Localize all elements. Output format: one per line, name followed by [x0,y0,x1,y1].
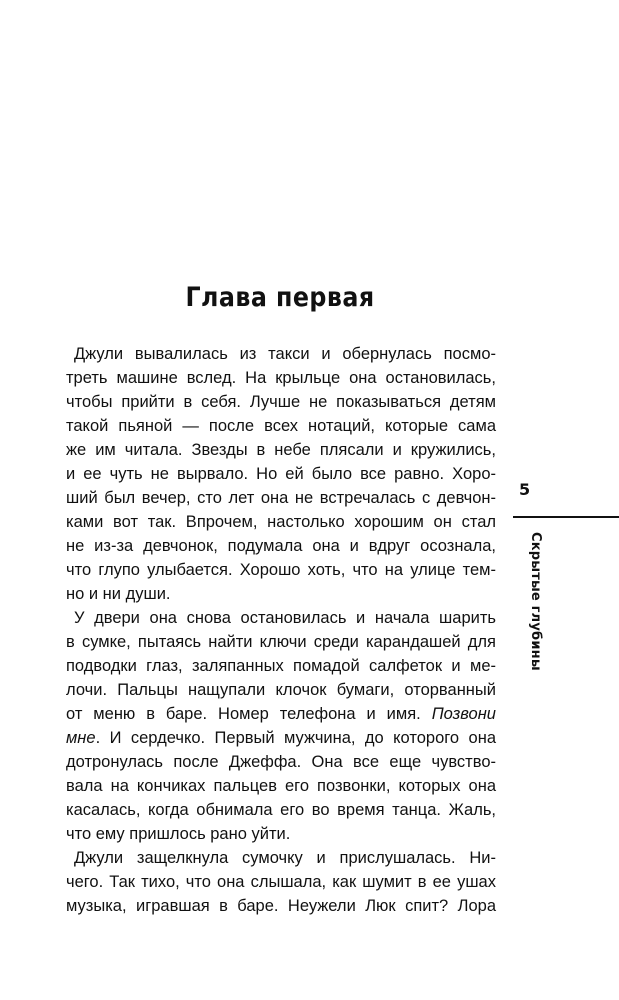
text-line [66,414,496,438]
text-line [66,798,496,822]
line-text: ками вот так. Впрочем, настолько хорошим он стал [66,513,496,531]
chapter-title: Глава первая [185,282,375,313]
text-line [66,342,496,366]
line-text: в сумке, пытаясь найти ключи среди карандашей для [66,633,496,651]
line-text: музыка, игравшая в баре. Неужели Люк спит? Лора [66,897,496,915]
text-line [66,582,496,606]
text-line [66,462,496,486]
line-text: дотронулась после Джеффа. Она все еще чувство- [66,753,496,771]
text-line [66,846,496,870]
line-text: не из-за девчонок, подумала она и вдруг осознала, [66,537,496,555]
line-text: Джули вывалилась из такси и обернулась посмо- [74,345,496,363]
text-line [66,678,496,702]
text-line [66,750,496,774]
text-line [66,654,496,678]
text-line [66,870,496,894]
emphasis-text: мне [66,729,96,747]
line-text: треть машине вслед. На крыльце она остановилась, [66,369,496,387]
text-line [66,438,496,462]
line-text: У двери она снова остановилась и начала шарить [74,609,496,627]
text-line [66,774,496,798]
line-text: лочи. Пальцы нащупали клочок бумаги, оторванный [66,681,496,699]
line-text: но и ни души. [66,585,171,603]
text-line [66,390,496,414]
text-line [66,630,496,654]
line-text: подводки глаз, заляпанных помадой салфеток и ме- [66,657,496,675]
line-text: и ее чуть не вырвало. Но ей было все равно. Хоро- [66,465,496,483]
text-line [66,702,496,726]
line-text: . И сердечко. Первый мужчина, до которого она [95,729,496,747]
text-line [66,606,496,630]
line-text: же им читала. Звезды в небе плясали и кружились, [66,441,496,459]
line-text: касалась, когда обнимала его во время танца. Жаль, [66,801,496,819]
line-text: чего. Так тихо, что она слышала, как шумит в ее ушах [66,873,496,891]
text-line [66,510,496,534]
body-text [66,342,496,918]
text-line [66,534,496,558]
text-line [66,366,496,390]
page-number: 5 [519,480,531,499]
text-line [66,558,496,582]
running-title: Скрытые глубины [528,532,543,671]
line-text: что ему пришлось рано уйти. [66,825,291,843]
line-text: что глупо улыбается. Хорошо хоть, что на улице тем- [66,561,496,579]
line-text: от меню в баре. Номер телефона и имя. [66,705,421,723]
line-text: вала на кончиках пальцев его позвонки, которых она [66,777,496,795]
line-text: такой пьяной — после всех нотаций, которые сама [66,417,496,435]
text-line [66,726,496,750]
emphasis-text: Позвони [431,705,496,723]
text-line [66,486,496,510]
text-line [66,822,496,846]
line-text: чтобы прийти в себя. Лучше не показываться детям [66,393,496,411]
line-text: ший был вечер, сто лет она не встречалась с девчон- [66,489,496,507]
text-line [66,894,496,918]
line-text: Джули защелкнула сумочку и прислушалась. Ни- [74,849,496,867]
folio-rule [513,516,619,518]
